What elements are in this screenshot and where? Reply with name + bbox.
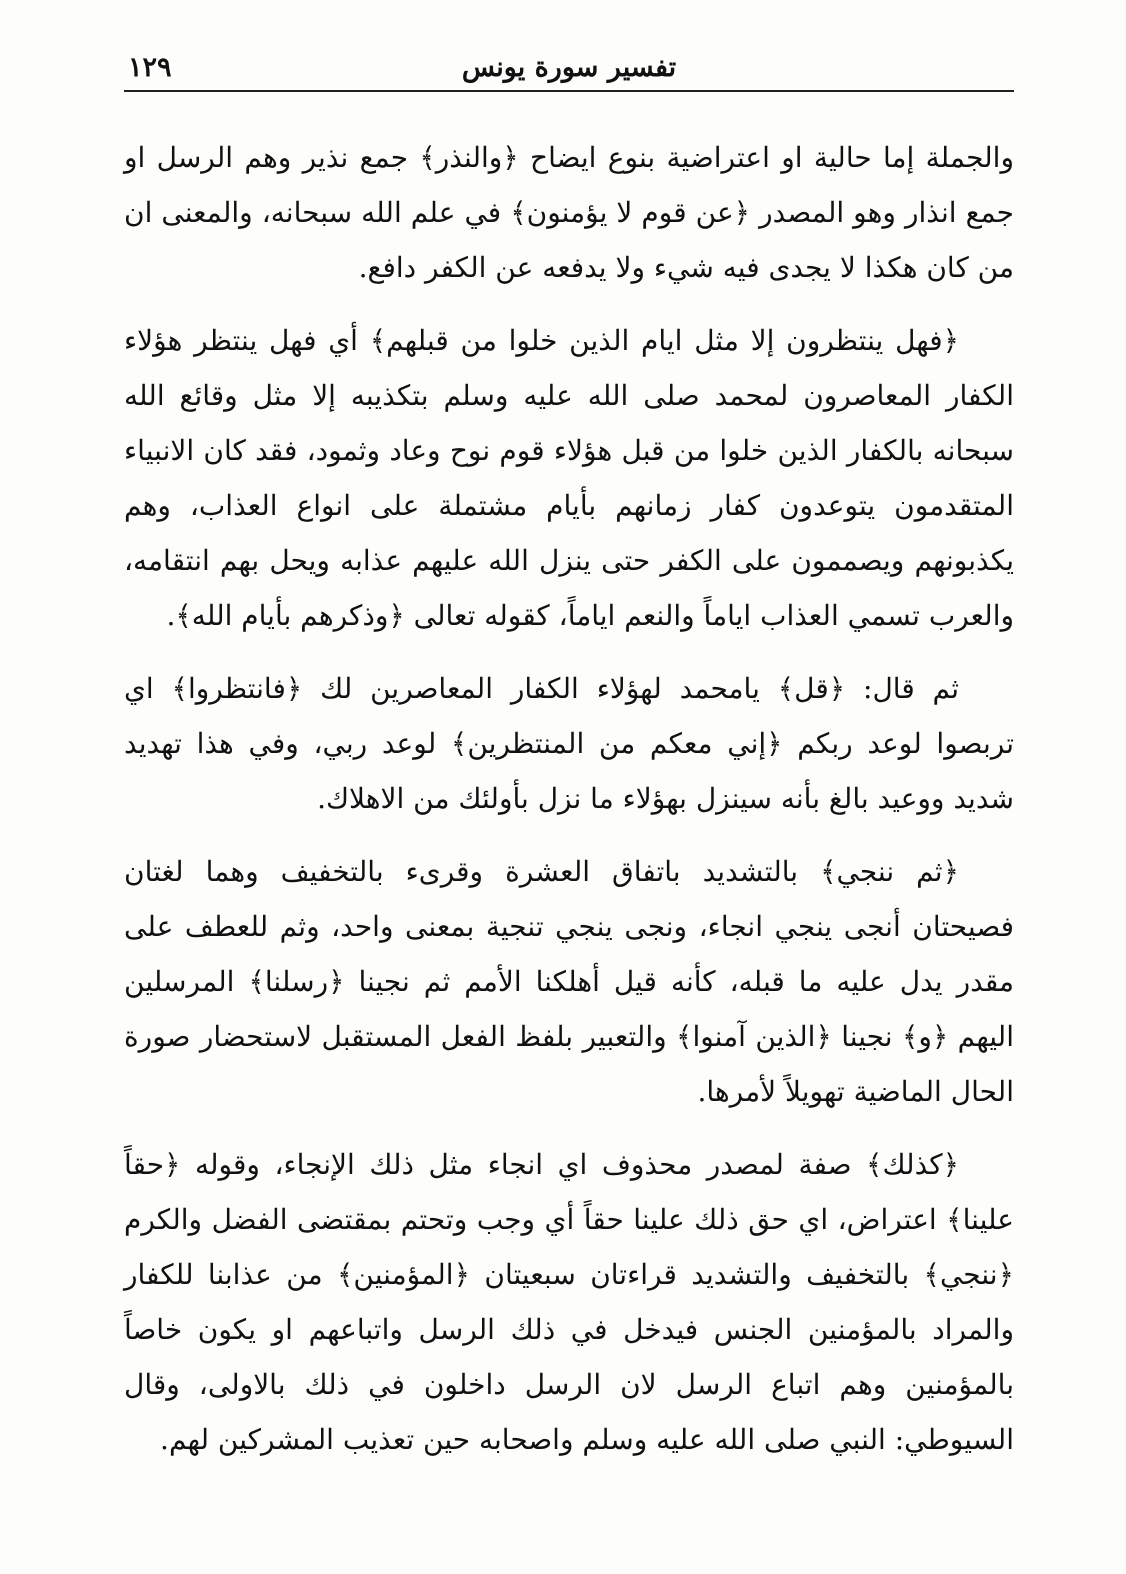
book-page (124, 40, 1014, 1540)
page-number: ١٢٩ (128, 52, 172, 83)
paragraph-1: والجملة إما حالية او اعتراضية بنوع ايضاح ﴿والنذر﴾ جمع نذير وهم الرسل او جمع انذار وهو المصدر ﴿عن قوم لا يؤمنون﴾ في علم الله سبحانه، والمعنى ان من كان هكذا لا يجدى فيه شيء ولا يدفعه عن الكفر دافع. (124, 141, 1014, 284)
paragraph-3: ثم قال: ﴿قل﴾ يامحمد لهؤلاء الكفار المعاصرين لك ﴿فانتظروا﴾ اي تربصوا لوعد ربكم ﴿إني معكم من المنتظرين﴾ لوعد ربي، وفي هذا تهديد شديد ووعيد بالغ بأنه سينزل بهؤلاء ما نزل بأولئك من الاهلاك. (124, 672, 1014, 815)
paragraph-5: ﴿كذلك﴾ صفة لمصدر محذوف اي انجاء مثل ذلك الإنجاء، وقوله ﴿حقاً علينا﴾ اعتراض، اي حق ذلك علينا حقاً أي وجب وتحتم بمقتضى الفضل والكرم ﴿ننجي﴾ بالتخفيف والتشديد قراءتان سبعيتان ﴿المؤمنين﴾ من عذابنا للكفار والمراد بالمؤمنين الجنس فيدخل في ذلك الرسل واتباعهم او يكون خاصاً بالمؤمنين وهم اتباع الرسل لان الرسل داخلون في ذلك بالاولى، وقال السيوطي: النبي صلى الله عليه وسلم واصحابه حين تعذيب المشركين لهم. (124, 1148, 1014, 1456)
paragraph-4: ﴿ثم ننجي﴾ بالتشديد باتفاق العشرة وقرىء بالتخفيف وهما لغتان فصيحتان أنجى ينجي انجاء، ونجى ينجي تنجية بمعنى واحد، وثم للعطف على مقدر يدل عليه ما قبله، كأنه قيل أهلكنا الأمم ثم نجينا ﴿رسلنا﴾ المرسلين اليهم ﴿و﴾ نجينا ﴿الذين آمنوا﴾ والتعبير بلفظ الفعل المستقبل لاستحضار صورة الحال الماضية تهويلاً لأمرها. (124, 855, 1014, 1108)
paragraph-2: ﴿فهل ينتظرون إلا مثل ايام الذين خلوا من قبلهم﴾ أي فهل ينتظر هؤلاء الكفار المعاصرون لمحمد صلى الله عليه وسلم بتكذيبه إلا مثل وقائع الله سبحانه بالكفار الذين خلوا من قبل هؤلاء قوم نوح وعاد وثمود، فقد كان الانبياء المتقدمون يتوعدون كفار زمانهم بأيام مشتملة على انواع العذاب، وهم يكذبونهم ويصممون على الكفر حتى ينزل الله عليهم عذابه ويحل بهم انتقامه، والعرب تسمي العذاب اياماً والنعم اياماً، كقوله تعالى ﴿وذكرهم بأيام الله﴾. (124, 324, 1014, 632)
running-title: تفسير سورة يونس (461, 52, 677, 83)
page-body (124, 130, 1014, 1467)
page-header (124, 40, 1014, 92)
